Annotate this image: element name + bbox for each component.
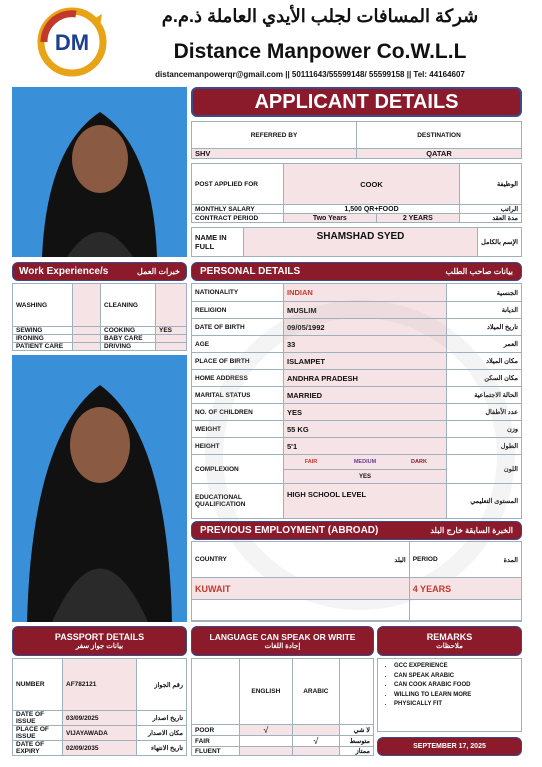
previous-employment-title: PREVIOUS EMPLOYMENT (ABROAD) [200, 525, 379, 536]
address-label: HOME ADDRESS [192, 370, 284, 387]
personal-details-title-ar: بيانات صاحب الطلب [445, 267, 513, 276]
poor-label-ar: لا شي [340, 725, 374, 736]
period-label: PERIOD [409, 542, 440, 578]
previous-employment-table [191, 541, 522, 622]
document-date: SEPTEMBER 17, 2025 [377, 737, 522, 756]
skill-cleaning-value [156, 284, 187, 327]
education-label: EDUCATIONAL QUALIFICATION [192, 484, 284, 519]
dob-label-ar: تاريخ الميلاد [447, 319, 522, 336]
age-value: 33 [284, 336, 447, 353]
passport-table [12, 658, 187, 756]
marital-label: MARITAL STATUS [192, 387, 284, 404]
previous-employment-title-ar: الخبرة السابقة خارج البلد [430, 526, 513, 535]
name-label-ar: الإسم بالكامل [478, 228, 522, 257]
complexion-medium: MEDIUM [353, 459, 377, 465]
complexion-value: YES [358, 474, 371, 480]
skill-baby-care: BABY CARE [101, 335, 156, 343]
contract-value: Two Years [284, 214, 377, 223]
address-value: ANDHRA PRADESH [284, 370, 447, 387]
children-label-ar: عدد الأطفال [447, 404, 522, 421]
religion-value: MUSLIM [284, 302, 447, 319]
height-label: HEIGHT [192, 438, 284, 455]
skill-sewing: SEWING [13, 327, 73, 335]
skill-ironing-value [73, 335, 101, 343]
skill-ironing: IRONING [13, 335, 73, 343]
pob-label-ar: مكان الميلاد [447, 353, 522, 370]
dob-label: DATE OF BIRTH [192, 319, 284, 336]
passport-header [12, 626, 187, 656]
weight-value: 55 KG [284, 421, 447, 438]
expiry-date-label-ar: تاريخ الانتهاء [137, 741, 187, 756]
job-table [191, 163, 522, 223]
skill-cleaning: CLEANING [101, 284, 156, 327]
post-label: POST APPLIED FOR [192, 164, 284, 205]
remark-item: • WILLING TO LEARN MORE [394, 691, 515, 701]
skill-driving: DRIVING [101, 343, 156, 351]
religion-label-ar: الديانة [447, 302, 522, 319]
pob-value: ISLAMPET [284, 353, 447, 370]
salary-label: MONTHLY SALARY [192, 205, 284, 214]
nationality-label-ar: الجنسية [447, 284, 522, 302]
personal-details-title: PERSONAL DETAILS [200, 266, 301, 277]
skill-washing: WASHING [13, 284, 73, 327]
contract-years: 2 YEARS [376, 214, 459, 223]
education-value: HIGH SCHOOL LEVEL [284, 484, 447, 519]
remark-item: • PHYSICALLY FIT [394, 700, 515, 710]
passport-number-value: AF782121 [63, 659, 137, 711]
personal-details-header [191, 262, 522, 281]
english-fluent [240, 747, 293, 756]
skill-patient-care-value [73, 343, 101, 351]
salary-value: 1,500 QR+FOOD [284, 205, 460, 214]
remarks-header [377, 626, 522, 656]
height-label-ar: الطول [447, 438, 522, 455]
marital-value: MARRIED [284, 387, 447, 404]
fluent-label-ar: ممتاز [340, 747, 374, 756]
weight-label: WEIGHT [192, 421, 284, 438]
height-value: 5'1 [284, 438, 447, 455]
age-label-ar: العمر [447, 336, 522, 353]
svg-text:DM: DM [54, 30, 90, 55]
arabic-header: ARABIC [292, 659, 339, 725]
company-contact: distancemanpowerqr@gmail.com || 50111643/55599148/ 55599158 || Tel: 44164607 [155, 70, 465, 79]
skill-baby-care-value [156, 335, 187, 343]
issue-date-value: 03/09/2025 [63, 711, 137, 726]
weight-label-ar: وزن [447, 421, 522, 438]
skill-washing-value [73, 284, 101, 327]
skill-driving-value [156, 343, 187, 351]
passport-number-label-ar: رقم الجواز [137, 659, 187, 711]
destination-value: QATAR [357, 149, 522, 159]
children-value: YES [284, 404, 447, 421]
fair-label-ar: متوسط [340, 736, 374, 747]
english-poor: √ [240, 725, 293, 736]
personal-details-table [191, 283, 522, 519]
remarks-title-ar: ملاحظات [436, 643, 463, 650]
company-name-english: Distance Manpower Co.W.L.L [173, 40, 467, 63]
destination-label: DESTINATION [357, 122, 522, 149]
work-experience-table [12, 283, 187, 351]
marital-label-ar: الحالة الاجتماعية [447, 387, 522, 404]
country-label: COUNTRY [192, 542, 341, 578]
languages-header [191, 626, 374, 656]
issue-place-label-ar: مكان الاصدار [137, 726, 187, 741]
remarks-title: REMARKS [426, 632, 473, 642]
issue-date-label-ar: تاريخ اصدار [137, 711, 187, 726]
education-label-ar: المستوى التعليمي [447, 484, 522, 519]
previous-employment-header [191, 521, 522, 540]
complexion-fair: FAIR [304, 459, 318, 465]
dob-value: 09/05/1992 [284, 319, 447, 336]
work-experience-title-ar: خبرات العمل [137, 267, 180, 276]
languages-title-ar: إجادة اللغات [264, 643, 301, 650]
religion-label: RELIGION [192, 302, 284, 319]
work-experience-title: Work Experience/s [19, 266, 109, 277]
complexion-dark: DARK [411, 459, 427, 465]
arabic-fluent [292, 747, 339, 756]
skill-cooking: COOKING [101, 327, 156, 335]
age-label: AGE [192, 336, 284, 353]
remark-item: • CAN SPEAK ARABIC [394, 672, 515, 682]
company-logo [36, 6, 108, 78]
referred-by-value: SHV [192, 149, 357, 159]
salary-label-ar: الراتب [460, 205, 522, 214]
arabic-fair: √ [292, 736, 339, 747]
arabic-poor [292, 725, 339, 736]
complexion-label-ar: اللون [447, 455, 522, 484]
remark-item: • CAN COOK ARABIC FOOD [394, 681, 515, 691]
name-label: NAME IN FULL [192, 228, 244, 257]
issue-date-label: DATE OF ISSUE [13, 711, 63, 726]
period-value: 4 YEARS [409, 578, 521, 600]
referred-by-label: REFERRED BY [192, 122, 357, 149]
post-label-ar: الوظيفة [460, 164, 522, 205]
contract-label: CONTRACT PERIOD [192, 214, 284, 223]
country-value: KUWAIT [192, 578, 410, 600]
issue-place-label: PLACE OF ISSUE [13, 726, 63, 741]
applicant-details-title: APPLICANT DETAILS [191, 87, 522, 117]
contract-label-ar: مدة العقد [460, 214, 522, 223]
passport-number-label: NUMBER [13, 659, 63, 711]
skill-cooking-value: YES [156, 327, 187, 335]
remark-item: • GCC EXPERIENCE [394, 662, 515, 672]
complexion-label: COMPLEXION [192, 455, 284, 484]
nationality-label: NATIONALITY [192, 284, 284, 302]
english-fair [240, 736, 293, 747]
post-value: COOK [284, 164, 460, 205]
english-header: ENGLISH [240, 659, 293, 725]
languages-title: LANGUAGE CAN SPEAK OR WRITE [209, 632, 356, 642]
poor-label: POOR [192, 725, 240, 736]
fluent-label: FLUENT [192, 747, 240, 756]
work-experience-header [12, 262, 187, 281]
passport-title: PASSPORT DETAILS [54, 632, 145, 642]
issue-place-value: VIJAYAWADA [63, 726, 137, 741]
skill-patient-care: PATIENT CARE [13, 343, 73, 351]
complexion-cell [284, 455, 447, 484]
period-label-ar: المدة [441, 542, 522, 578]
languages-table [191, 658, 374, 756]
expiry-date-label: DATE OF EXPIRY [13, 741, 63, 756]
company-name-arabic: شركة المسافات لجلب الأيدي العاملة ذ.م.م [161, 6, 479, 26]
name-table [191, 227, 522, 257]
passport-title-ar: بيانات جواز سفر [75, 643, 124, 650]
referral-table [191, 121, 522, 159]
expiry-date-value: 02/09/2035 [63, 741, 137, 756]
country-label-ar: البلد [340, 542, 409, 578]
applicant-photo-full [12, 355, 187, 622]
applicant-photo-portrait [12, 87, 187, 257]
skill-sewing-value [73, 327, 101, 335]
pob-label: PLACE OF BIRTH [192, 353, 284, 370]
address-label-ar: مكان السكن [447, 370, 522, 387]
children-label: NO. OF CHILDREN [192, 404, 284, 421]
nationality-value: INDIAN [284, 284, 447, 302]
fair-label: FAIR [192, 736, 240, 747]
name-value: SHAMSHAD SYED [244, 228, 478, 257]
remarks-list [377, 658, 522, 732]
